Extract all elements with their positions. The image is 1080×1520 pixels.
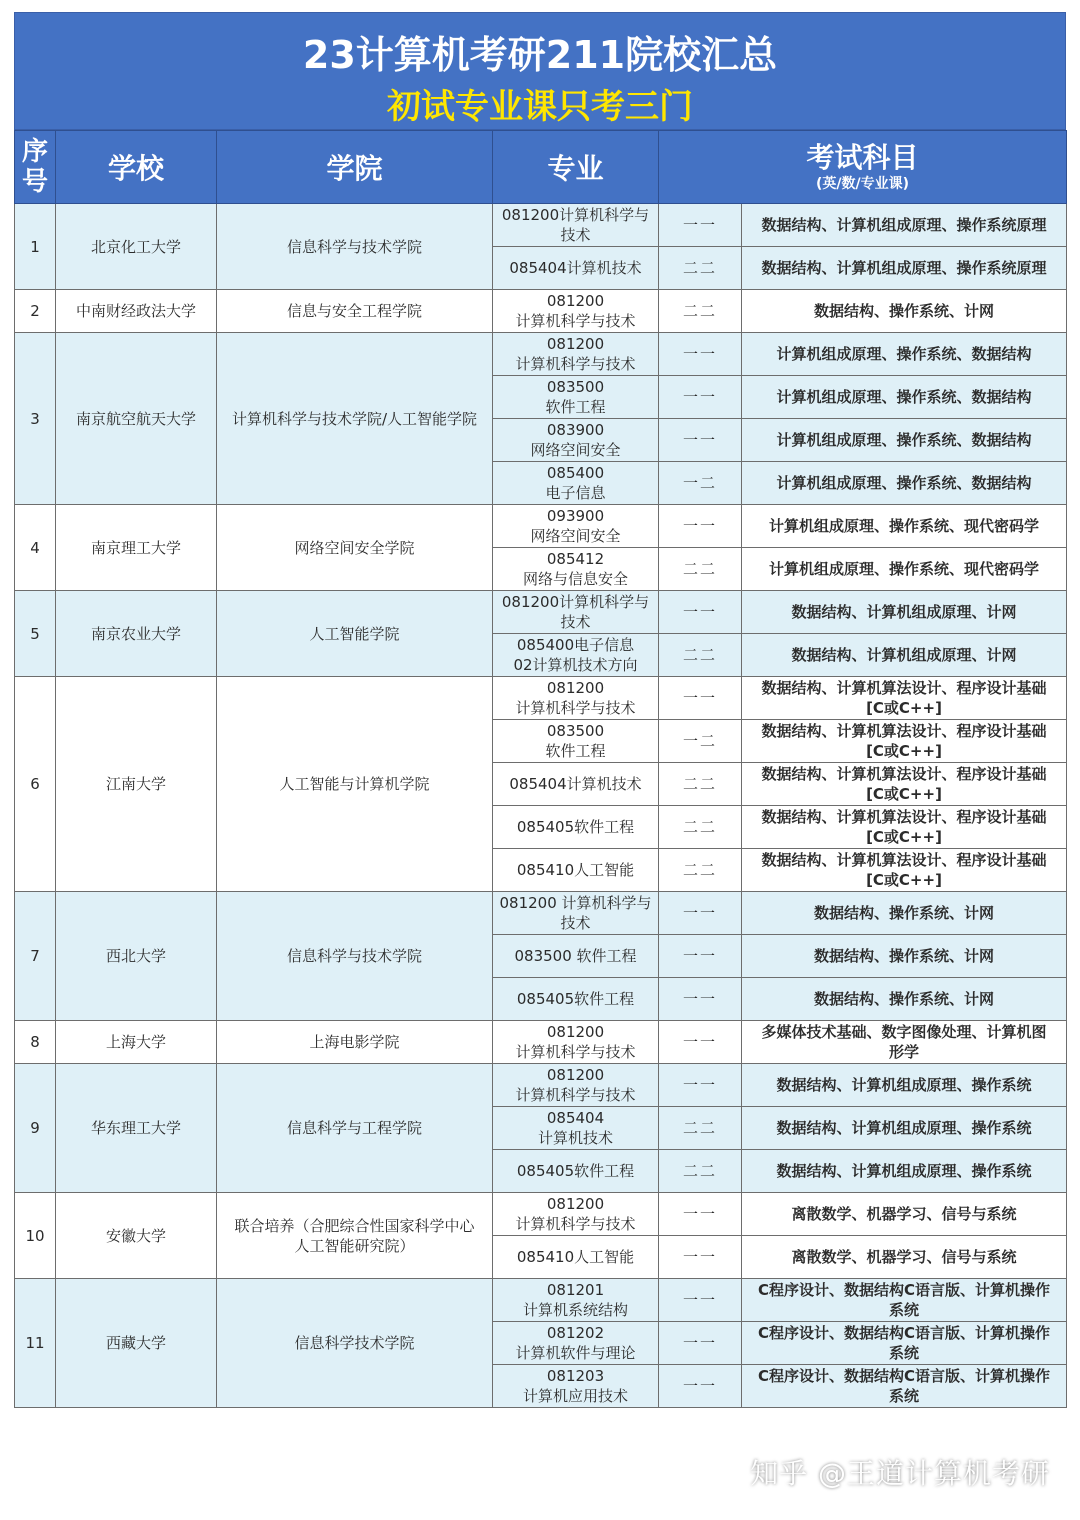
- subjects-cell: 数据结构、操作系统、计网: [742, 892, 1067, 935]
- exam-code-cell: 二二: [659, 1107, 742, 1150]
- table-row: [15, 1021, 1067, 1064]
- exam-code-cell: 二二: [659, 763, 742, 806]
- table-row: [15, 204, 1067, 247]
- seq-cell: 2: [15, 290, 56, 333]
- header-subjects-label: 考试科目: [806, 141, 919, 174]
- major-cell: 081200计算机科学与 技术: [493, 204, 659, 247]
- major-cell: 083900 网络空间安全: [493, 419, 659, 462]
- exam-code-cell: 一二: [659, 720, 742, 763]
- major-cell: 085410人工智能: [493, 1236, 659, 1279]
- subjects-cell: C程序设计、数据结构C语言版、计算机操作 系统: [742, 1279, 1067, 1322]
- watermark: 知乎 @王道计算机考研: [750, 1457, 1050, 1490]
- exam-code-cell: 一一: [659, 1236, 742, 1279]
- school-cell: 中南财经政法大学: [56, 290, 217, 333]
- seq-cell: 11: [15, 1279, 56, 1408]
- subjects-cell: 离散数学、机器学习、信号与系统: [742, 1236, 1067, 1279]
- exam-code-cell: 一一: [659, 505, 742, 548]
- major-cell: 083500 软件工程: [493, 376, 659, 419]
- seq-cell: 1: [15, 204, 56, 290]
- school-cell: 西北大学: [56, 892, 217, 1021]
- exam-code-cell: 一一: [659, 591, 742, 634]
- table-row: [15, 333, 1067, 376]
- table-row: [15, 591, 1067, 634]
- major-cell: 081200 计算机科学与技术: [493, 333, 659, 376]
- subjects-cell: 计算机组成原理、操作系统、数据结构: [742, 462, 1067, 505]
- major-cell: 083500 软件工程: [493, 935, 659, 978]
- table-row: [15, 677, 1067, 720]
- subjects-cell: 数据结构、计算机算法设计、程序设计基础 [C或C++]: [742, 763, 1067, 806]
- school-cell: 南京理工大学: [56, 505, 217, 591]
- exam-code-cell: 一一: [659, 1064, 742, 1107]
- exam-code-cell: 一一: [659, 677, 742, 720]
- exam-code-cell: 二二: [659, 247, 742, 290]
- college-cell: 上海电影学院: [217, 1021, 493, 1064]
- exam-code-cell: 一一: [659, 333, 742, 376]
- exam-code-cell: 一一: [659, 978, 742, 1021]
- exam-code-cell: 一一: [659, 376, 742, 419]
- subjects-cell: 计算机组成原理、操作系统、现代密码学: [742, 505, 1067, 548]
- college-cell: 信息科学技术学院: [217, 1279, 493, 1408]
- major-cell: 081200 计算机科学与技术: [493, 290, 659, 333]
- exam-code-cell: 一一: [659, 892, 742, 935]
- subjects-cell: 数据结构、计算机组成原理、操作系统原理: [742, 247, 1067, 290]
- exam-code-cell: 一一: [659, 935, 742, 978]
- seq-cell: 8: [15, 1021, 56, 1064]
- major-cell: 085400电子信息 02计算机技术方向: [493, 634, 659, 677]
- subjects-cell: 数据结构、计算机组成原理、操作系统: [742, 1150, 1067, 1193]
- subjects-cell: 数据结构、操作系统、计网: [742, 935, 1067, 978]
- subjects-cell: 计算机组成原理、操作系统、现代密码学: [742, 548, 1067, 591]
- school-table: [14, 130, 1067, 1408]
- exam-code-cell: 二二: [659, 634, 742, 677]
- college-cell: 信息科学与技术学院: [217, 892, 493, 1021]
- header-college: 学院: [217, 131, 493, 204]
- school-cell: 江南大学: [56, 677, 217, 892]
- header-subjects-note: (英/数/专业课): [815, 176, 910, 192]
- seq-cell: 5: [15, 591, 56, 677]
- table-row: [15, 1064, 1067, 1107]
- exam-code-cell: 二二: [659, 548, 742, 591]
- major-cell: 093900 网络空间安全: [493, 505, 659, 548]
- exam-code-cell: 一一: [659, 419, 742, 462]
- table-row: [15, 1193, 1067, 1236]
- table-row: [15, 290, 1067, 333]
- subjects-cell: 数据结构、计算机算法设计、程序设计基础 [C或C++]: [742, 849, 1067, 892]
- major-cell: 085400 电子信息: [493, 462, 659, 505]
- exam-code-cell: 一一: [659, 204, 742, 247]
- subjects-cell: 离散数学、机器学习、信号与系统: [742, 1193, 1067, 1236]
- exam-code-cell: 二二: [659, 806, 742, 849]
- exam-code-cell: 二二: [659, 849, 742, 892]
- major-cell: 081200 计算机科学与 技术: [493, 892, 659, 935]
- major-cell: 081200 计算机科学与技术: [493, 1021, 659, 1064]
- major-cell: 081200计算机科学与 技术: [493, 591, 659, 634]
- major-cell: 085405软件工程: [493, 1150, 659, 1193]
- seq-cell: 6: [15, 677, 56, 892]
- major-cell: 085405软件工程: [493, 806, 659, 849]
- exam-code-cell: 一一: [659, 1322, 742, 1365]
- subjects-cell: 数据结构、计算机组成原理、操作系统原理: [742, 204, 1067, 247]
- subjects-cell: 多媒体技术基础、数字图像处理、计算机图 形学: [742, 1021, 1067, 1064]
- college-cell: 联合培养（合肥综合性国家科学中心 人工智能研究院）: [217, 1193, 493, 1279]
- table-row: [15, 892, 1067, 935]
- exam-code-cell: 一一: [659, 1193, 742, 1236]
- exam-code-cell: 一一: [659, 1021, 742, 1064]
- subjects-cell: 数据结构、操作系统、计网: [742, 290, 1067, 333]
- seq-cell: 3: [15, 333, 56, 505]
- subjects-cell: 数据结构、计算机组成原理、操作系统: [742, 1064, 1067, 1107]
- subjects-cell: 计算机组成原理、操作系统、数据结构: [742, 419, 1067, 462]
- college-cell: 信息科学与工程学院: [217, 1064, 493, 1193]
- college-cell: 人工智能与计算机学院: [217, 677, 493, 892]
- seq-cell: 4: [15, 505, 56, 591]
- subjects-cell: 计算机组成原理、操作系统、数据结构: [742, 376, 1067, 419]
- header-major: 专业: [493, 131, 659, 204]
- subjects-cell: 数据结构、计算机算法设计、程序设计基础 [C或C++]: [742, 677, 1067, 720]
- school-cell: 南京航空航天大学: [56, 333, 217, 505]
- school-cell: 北京化工大学: [56, 204, 217, 290]
- subjects-cell: 计算机组成原理、操作系统、数据结构: [742, 333, 1067, 376]
- subjects-cell: 数据结构、计算机算法设计、程序设计基础 [C或C++]: [742, 806, 1067, 849]
- exam-code-cell: 二二: [659, 290, 742, 333]
- college-cell: 网络空间安全学院: [217, 505, 493, 591]
- header-seq: 序 号: [15, 131, 56, 204]
- college-cell: 信息与安全工程学院: [217, 290, 493, 333]
- school-cell: 西藏大学: [56, 1279, 217, 1408]
- major-cell: 085410人工智能: [493, 849, 659, 892]
- major-cell: 085404计算机技术: [493, 763, 659, 806]
- title-banner: [14, 12, 1066, 130]
- major-cell: 081200 计算机科学与技术: [493, 1193, 659, 1236]
- exam-code-cell: 一一: [659, 1365, 742, 1408]
- header-subjects: [659, 131, 1067, 204]
- subjects-cell: 数据结构、计算机算法设计、程序设计基础 [C或C++]: [742, 720, 1067, 763]
- school-cell: 南京农业大学: [56, 591, 217, 677]
- major-cell: 083500 软件工程: [493, 720, 659, 763]
- college-cell: 信息科学与技术学院: [217, 204, 493, 290]
- exam-code-cell: 一二: [659, 462, 742, 505]
- subjects-cell: 数据结构、计算机组成原理、计网: [742, 591, 1067, 634]
- major-cell: 081202 计算机软件与理论: [493, 1322, 659, 1365]
- subjects-cell: 数据结构、计算机组成原理、计网: [742, 634, 1067, 677]
- table-row: [15, 1279, 1067, 1322]
- major-cell: 081200 计算机科学与技术: [493, 677, 659, 720]
- table-row: [15, 505, 1067, 548]
- page-title: 23计算机考研211院校汇总: [302, 33, 778, 77]
- school-cell: 安徽大学: [56, 1193, 217, 1279]
- page-subtitle: 初试专业课只考三门: [387, 87, 693, 127]
- exam-code-cell: 一一: [659, 1279, 742, 1322]
- subjects-cell: 数据结构、操作系统、计网: [742, 978, 1067, 1021]
- table-body: [15, 204, 1067, 1408]
- major-cell: 085412 网络与信息安全: [493, 548, 659, 591]
- college-cell: 计算机科学与技术学院/人工智能学院: [217, 333, 493, 505]
- major-cell: 081201 计算机系统结构: [493, 1279, 659, 1322]
- major-cell: 081203 计算机应用技术: [493, 1365, 659, 1408]
- major-cell: 085405软件工程: [493, 978, 659, 1021]
- header-school: 学校: [56, 131, 217, 204]
- major-cell: 081200 计算机科学与技术: [493, 1064, 659, 1107]
- subjects-cell: C程序设计、数据结构C语言版、计算机操作 系统: [742, 1322, 1067, 1365]
- seq-cell: 9: [15, 1064, 56, 1193]
- seq-cell: 10: [15, 1193, 56, 1279]
- major-cell: 085404计算机技术: [493, 247, 659, 290]
- school-cell: 上海大学: [56, 1021, 217, 1064]
- subjects-cell: 数据结构、计算机组成原理、操作系统: [742, 1107, 1067, 1150]
- school-cell: 华东理工大学: [56, 1064, 217, 1193]
- college-cell: 人工智能学院: [217, 591, 493, 677]
- subjects-cell: C程序设计、数据结构C语言版、计算机操作 系统: [742, 1365, 1067, 1408]
- exam-code-cell: 二二: [659, 1150, 742, 1193]
- seq-cell: 7: [15, 892, 56, 1021]
- major-cell: 085404 计算机技术: [493, 1107, 659, 1150]
